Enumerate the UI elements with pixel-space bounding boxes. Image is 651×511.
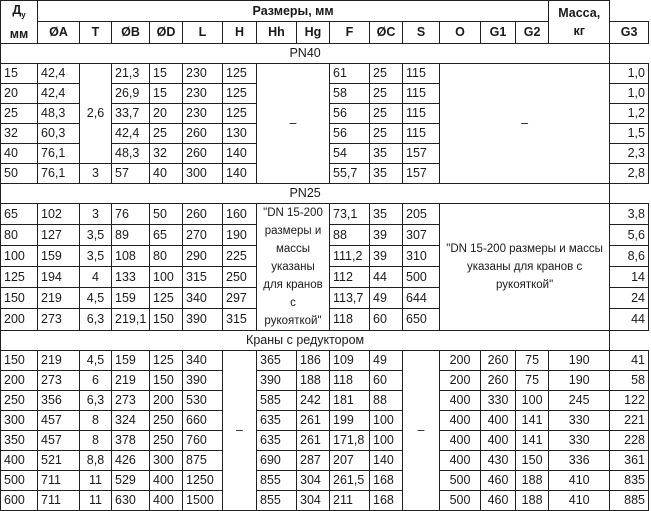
cell-s: 650 [403,309,440,330]
cell-c: 35 [370,203,403,224]
cell-l: 340 [183,350,223,370]
col-header-c: ØC [370,21,403,43]
cell-g3: 336 [549,450,610,470]
cell-d: 80 [150,245,183,266]
cell-g3: 190 [549,370,610,390]
cell-b: 57 [112,163,150,183]
cell-b: 426 [112,450,150,470]
cell-c: 25 [370,103,403,123]
cell-d: 150 [150,370,183,390]
cell-f: 55,7 [330,163,370,183]
cell-t-merged: 2,6 [80,63,112,163]
cell-d: 15 [150,83,183,103]
cell-c: 25 [370,83,403,103]
cell-b: 42,4 [112,123,150,143]
cell-d: 32 [150,143,183,163]
cell-c: 35 [370,143,403,163]
cell-du: 100 [1,245,38,266]
cell-a: 521 [38,450,80,470]
cell-o: 400 [440,430,481,450]
cell-du: 20 [1,83,38,103]
cell-l: 290 [183,245,223,266]
cell-b: 33,7 [112,103,150,123]
cell-mass: 14 [610,266,649,287]
cell-b: 219,1 [112,309,150,330]
cell-c: 168 [370,490,403,510]
cell-d: 125 [150,350,183,370]
cell-mass: 3,8 [610,203,649,224]
cell-g3: 410 [549,490,610,510]
cell-s: 115 [403,83,440,103]
cell-g3: 330 [549,430,610,450]
cell-g2: 188 [516,470,549,490]
col-header-d: ØD [150,21,183,43]
col-header-o: O [440,21,481,43]
col-header-l: L [183,21,223,43]
cell-l: 1500 [183,490,223,510]
table-row [1,470,649,490]
cell-hh: 585 [257,390,297,410]
table-row [1,410,649,430]
cell-f: 112 [330,266,370,287]
cell-d: 125 [150,288,183,309]
cell-h: 250 [223,266,257,287]
cell-hh: 635 [257,430,297,450]
cell-du: 150 [1,288,38,309]
section-title-pn40: PN40 [1,43,610,63]
section-row-pn25 [1,183,649,203]
cell-f: 111,2 [330,245,370,266]
cell-b: 529 [112,470,150,490]
cell-l: 300 [183,163,223,183]
cell-g1: 430 [481,450,516,470]
cell-h: 130 [223,123,257,143]
cell-t: 3 [80,163,112,183]
cell-a: 457 [38,410,80,430]
cell-du: 25 [1,103,38,123]
cell-c: 140 [370,450,403,470]
cell-t: 6,3 [80,390,112,410]
cell-hg: 261 [297,430,330,450]
cell-h: 140 [223,163,257,183]
cell-f: 61 [330,63,370,83]
cell-f: 211 [330,490,370,510]
cell-hg: 304 [297,470,330,490]
cell-du: 50 [1,163,38,183]
cell-l: 260 [183,123,223,143]
cell-d: 300 [150,450,183,470]
cell-a: 711 [38,490,80,510]
cell-l: 230 [183,103,223,123]
cell-o: 200 [440,350,481,370]
cell-a: 194 [38,266,80,287]
cell-s: 644 [403,288,440,309]
table-row [1,390,649,410]
cell-mass: 1,5 [610,123,649,143]
col-header-a: ØA [38,21,80,43]
cell-mass: 835 [610,470,649,490]
cell-c: 39 [370,245,403,266]
cell-t: 8,8 [80,450,112,470]
cell-t: 3 [80,203,112,224]
cell-g2: 75 [516,350,549,370]
section-row-gear [1,330,649,350]
cell-a: 102 [38,203,80,224]
cell-b: 133 [112,266,150,287]
cell-s: 307 [403,224,440,245]
cell-a: 159 [38,245,80,266]
cell-du: 400 [1,450,38,470]
cell-c: 39 [370,224,403,245]
cell-du: 125 [1,266,38,287]
cell-a: 76,1 [38,143,80,163]
cell-c: 44 [370,266,403,287]
cell-d: 200 [150,390,183,410]
cell-l: 230 [183,63,223,83]
cell-s: 157 [403,163,440,183]
dimensions-group-header: Размеры, мм [38,1,549,22]
cell-o-g-dash: – [440,63,610,183]
cell-h: 160 [223,203,257,224]
col-header-hh: Hh [257,21,297,43]
cell-c: 88 [370,390,403,410]
note-handle-dims: "DN 15-200 размеры и массы указаны для кранов с рукояткой" [257,203,330,330]
cell-du: 150 [1,350,38,370]
cell-mass: 2,8 [610,163,649,183]
cell-c: 35 [370,163,403,183]
cell-s: 115 [403,63,440,83]
cell-l: 1250 [183,470,223,490]
cell-a: 219 [38,288,80,309]
section-title-pn25: PN25 [1,183,610,203]
cell-s: 115 [403,123,440,143]
cell-d: 25 [150,123,183,143]
cell-t: 6 [80,370,112,390]
col-header-f: F [330,21,370,43]
section-title-gear: Краны с редуктором [1,330,610,350]
cell-t: 11 [80,470,112,490]
col-header-t: T [80,21,112,43]
cell-c: 49 [370,288,403,309]
cell-l: 260 [183,203,223,224]
cell-d: 15 [150,63,183,83]
cell-c: 168 [370,470,403,490]
cell-mass: 228 [610,430,649,450]
cell-mass: 122 [610,390,649,410]
cell-g2: 100 [516,390,549,410]
cell-h: 315 [223,309,257,330]
cell-c: 100 [370,430,403,450]
cell-du: 200 [1,309,38,330]
cell-b: 159 [112,288,150,309]
cell-f: 261,5 [330,470,370,490]
cell-a: 48,3 [38,103,80,123]
col-header-b: ØB [112,21,150,43]
table-row [1,430,649,450]
cell-hg: 242 [297,390,330,410]
cell-f: 118 [330,309,370,330]
cell-b: 21,3 [112,63,150,83]
cell-t: 4,5 [80,350,112,370]
cell-t: 8 [80,430,112,450]
cell-l: 270 [183,224,223,245]
cell-d: 400 [150,470,183,490]
cell-g2: 75 [516,370,549,390]
cell-h: 125 [223,63,257,83]
cell-hh: 390 [257,370,297,390]
cell-d: 250 [150,410,183,430]
col-header-h: H [223,21,257,43]
cell-a: 219 [38,350,80,370]
cell-hg: 188 [297,370,330,390]
cell-b: 76 [112,203,150,224]
cell-l: 390 [183,370,223,390]
cell-a: 273 [38,309,80,330]
col-header-s: S [403,21,440,43]
cell-g2: 141 [516,410,549,430]
cell-a: 127 [38,224,80,245]
cell-l: 875 [183,450,223,470]
cell-mass: 8,6 [610,245,649,266]
cell-mass: 1,0 [610,83,649,103]
cell-o: 500 [440,490,481,510]
cell-c: 60 [370,370,403,390]
cell-du: 15 [1,63,38,83]
cell-f: 207 [330,450,370,470]
cell-c: 100 [370,410,403,430]
cell-mass: 221 [610,410,649,430]
cell-du: 40 [1,143,38,163]
cell-du: 65 [1,203,38,224]
cell-h: 297 [223,288,257,309]
col-header-g1: G1 [481,21,516,43]
cell-f: 54 [330,143,370,163]
cell-l: 760 [183,430,223,450]
cell-g1: 460 [481,490,516,510]
cell-s: 115 [403,103,440,123]
cell-g1: 330 [481,390,516,410]
cell-g2: 141 [516,430,549,450]
cell-d: 150 [150,309,183,330]
cell-du: 200 [1,370,38,390]
cell-l: 315 [183,266,223,287]
cell-l: 340 [183,288,223,309]
cell-d: 100 [150,266,183,287]
cell-l: 660 [183,410,223,430]
cell-g1: 460 [481,470,516,490]
cell-g3: 245 [549,390,610,410]
cell-f: 181 [330,390,370,410]
cell-c: 49 [370,350,403,370]
cell-g1: 400 [481,430,516,450]
cell-d: 400 [150,490,183,510]
cell-s: 205 [403,203,440,224]
cell-hh: 635 [257,410,297,430]
cell-b: 159 [112,350,150,370]
cell-d: 50 [150,203,183,224]
cell-du: 500 [1,470,38,490]
cell-g1: 260 [481,370,516,390]
cell-l: 260 [183,143,223,163]
cell-f: 56 [330,123,370,143]
cell-g1: 260 [481,350,516,370]
cell-l: 230 [183,83,223,103]
cell-t: 3,5 [80,224,112,245]
cell-f: 58 [330,83,370,103]
cell-b: 48,3 [112,143,150,163]
cell-mass: 44 [610,309,649,330]
cell-c: 60 [370,309,403,330]
cell-hh: 365 [257,350,297,370]
cell-mass: 885 [610,490,649,510]
cell-h: 190 [223,224,257,245]
cell-f: 56 [330,103,370,123]
cell-f: 171,8 [330,430,370,450]
col-header-hg: Hg [297,21,330,43]
cell-hh-hg-dash: – [257,63,330,183]
cell-b: 324 [112,410,150,430]
cell-mass: 1,2 [610,103,649,123]
cell-du: 350 [1,430,38,450]
cell-a: 76,1 [38,163,80,183]
cell-h: 225 [223,245,257,266]
cell-o: 400 [440,410,481,430]
col-header-g2: G2 [516,21,549,43]
cell-hg: 186 [297,350,330,370]
cell-du: 32 [1,123,38,143]
cell-t: 11 [80,490,112,510]
note-handle-og: "DN 15-200 размеры и массы указаны для кранов с рукояткой" [440,203,610,330]
cell-d: 65 [150,224,183,245]
cell-b: 630 [112,490,150,510]
cell-g1: 400 [481,410,516,430]
cell-c: 25 [370,123,403,143]
table-row [1,370,649,390]
cell-s: 157 [403,143,440,163]
table-row [1,450,649,470]
cell-h: 140 [223,143,257,163]
cell-hg: 261 [297,410,330,430]
cell-f: 199 [330,410,370,430]
header-row-1 [1,1,649,22]
col-header-g3: G3 [610,21,649,43]
du-header: $Д_у$ мм [1,1,38,44]
cell-b: 219 [112,370,150,390]
cell-f: 88 [330,224,370,245]
cell-mass: 2,3 [610,143,649,163]
cell-mass: 5,6 [610,224,649,245]
cell-a: 711 [38,470,80,490]
table-row [1,63,649,83]
cell-h: 125 [223,83,257,103]
cell-mass: 58 [610,370,649,390]
cell-a: 42,4 [38,63,80,83]
cell-du: 250 [1,390,38,410]
table-row [1,350,649,370]
section-row-pn40 [1,43,649,63]
cell-o: 400 [440,450,481,470]
cell-l: 390 [183,309,223,330]
cell-hh: 855 [257,470,297,490]
cell-b: 378 [112,430,150,450]
cell-f: 113,7 [330,288,370,309]
cell-b: 273 [112,390,150,410]
cell-a: 60,3 [38,123,80,143]
cell-a: 457 [38,430,80,450]
cell-t: 4 [80,266,112,287]
cell-hh: 855 [257,490,297,510]
cell-f: 73,1 [330,203,370,224]
cell-t: 8 [80,410,112,430]
cell-mass: 361 [610,450,649,470]
cell-du: 300 [1,410,38,430]
cell-s: 310 [403,245,440,266]
cell-h: 125 [223,103,257,123]
cell-t: 4,5 [80,288,112,309]
cell-hg: 304 [297,490,330,510]
cell-d: 20 [150,103,183,123]
cell-mass: 41 [610,350,649,370]
cell-f: 118 [330,370,370,390]
cell-a: 42,4 [38,83,80,103]
cell-t: 3,5 [80,245,112,266]
cell-g2: 150 [516,450,549,470]
cell-o: 400 [440,390,481,410]
cell-hg: 287 [297,450,330,470]
cell-du: 600 [1,490,38,510]
cell-mass: 24 [610,288,649,309]
cell-b: 26,9 [112,83,150,103]
cell-du: 80 [1,224,38,245]
table-row [1,490,649,510]
cell-s: 500 [403,266,440,287]
cell-g3: 330 [549,410,610,430]
cell-s-dash: – [403,350,440,510]
cell-a: 273 [38,370,80,390]
cell-b: 89 [112,224,150,245]
cell-o: 200 [440,370,481,390]
mass-header: Масса, кг [549,1,610,44]
cell-mass: 1,0 [610,63,649,83]
cell-d: 250 [150,430,183,450]
cell-l: 530 [183,390,223,410]
cell-a: 356 [38,390,80,410]
cell-hh: 690 [257,450,297,470]
cell-f: 109 [330,350,370,370]
cell-g3: 410 [549,470,610,490]
cell-g3: 190 [549,350,610,370]
cell-c: 25 [370,63,403,83]
cell-g2: 188 [516,490,549,510]
table-row [1,203,649,224]
cell-o: 500 [440,470,481,490]
cell-b: 108 [112,245,150,266]
cell-h-dash: – [223,350,257,510]
cell-d: 40 [150,163,183,183]
cell-t: 6,3 [80,309,112,330]
